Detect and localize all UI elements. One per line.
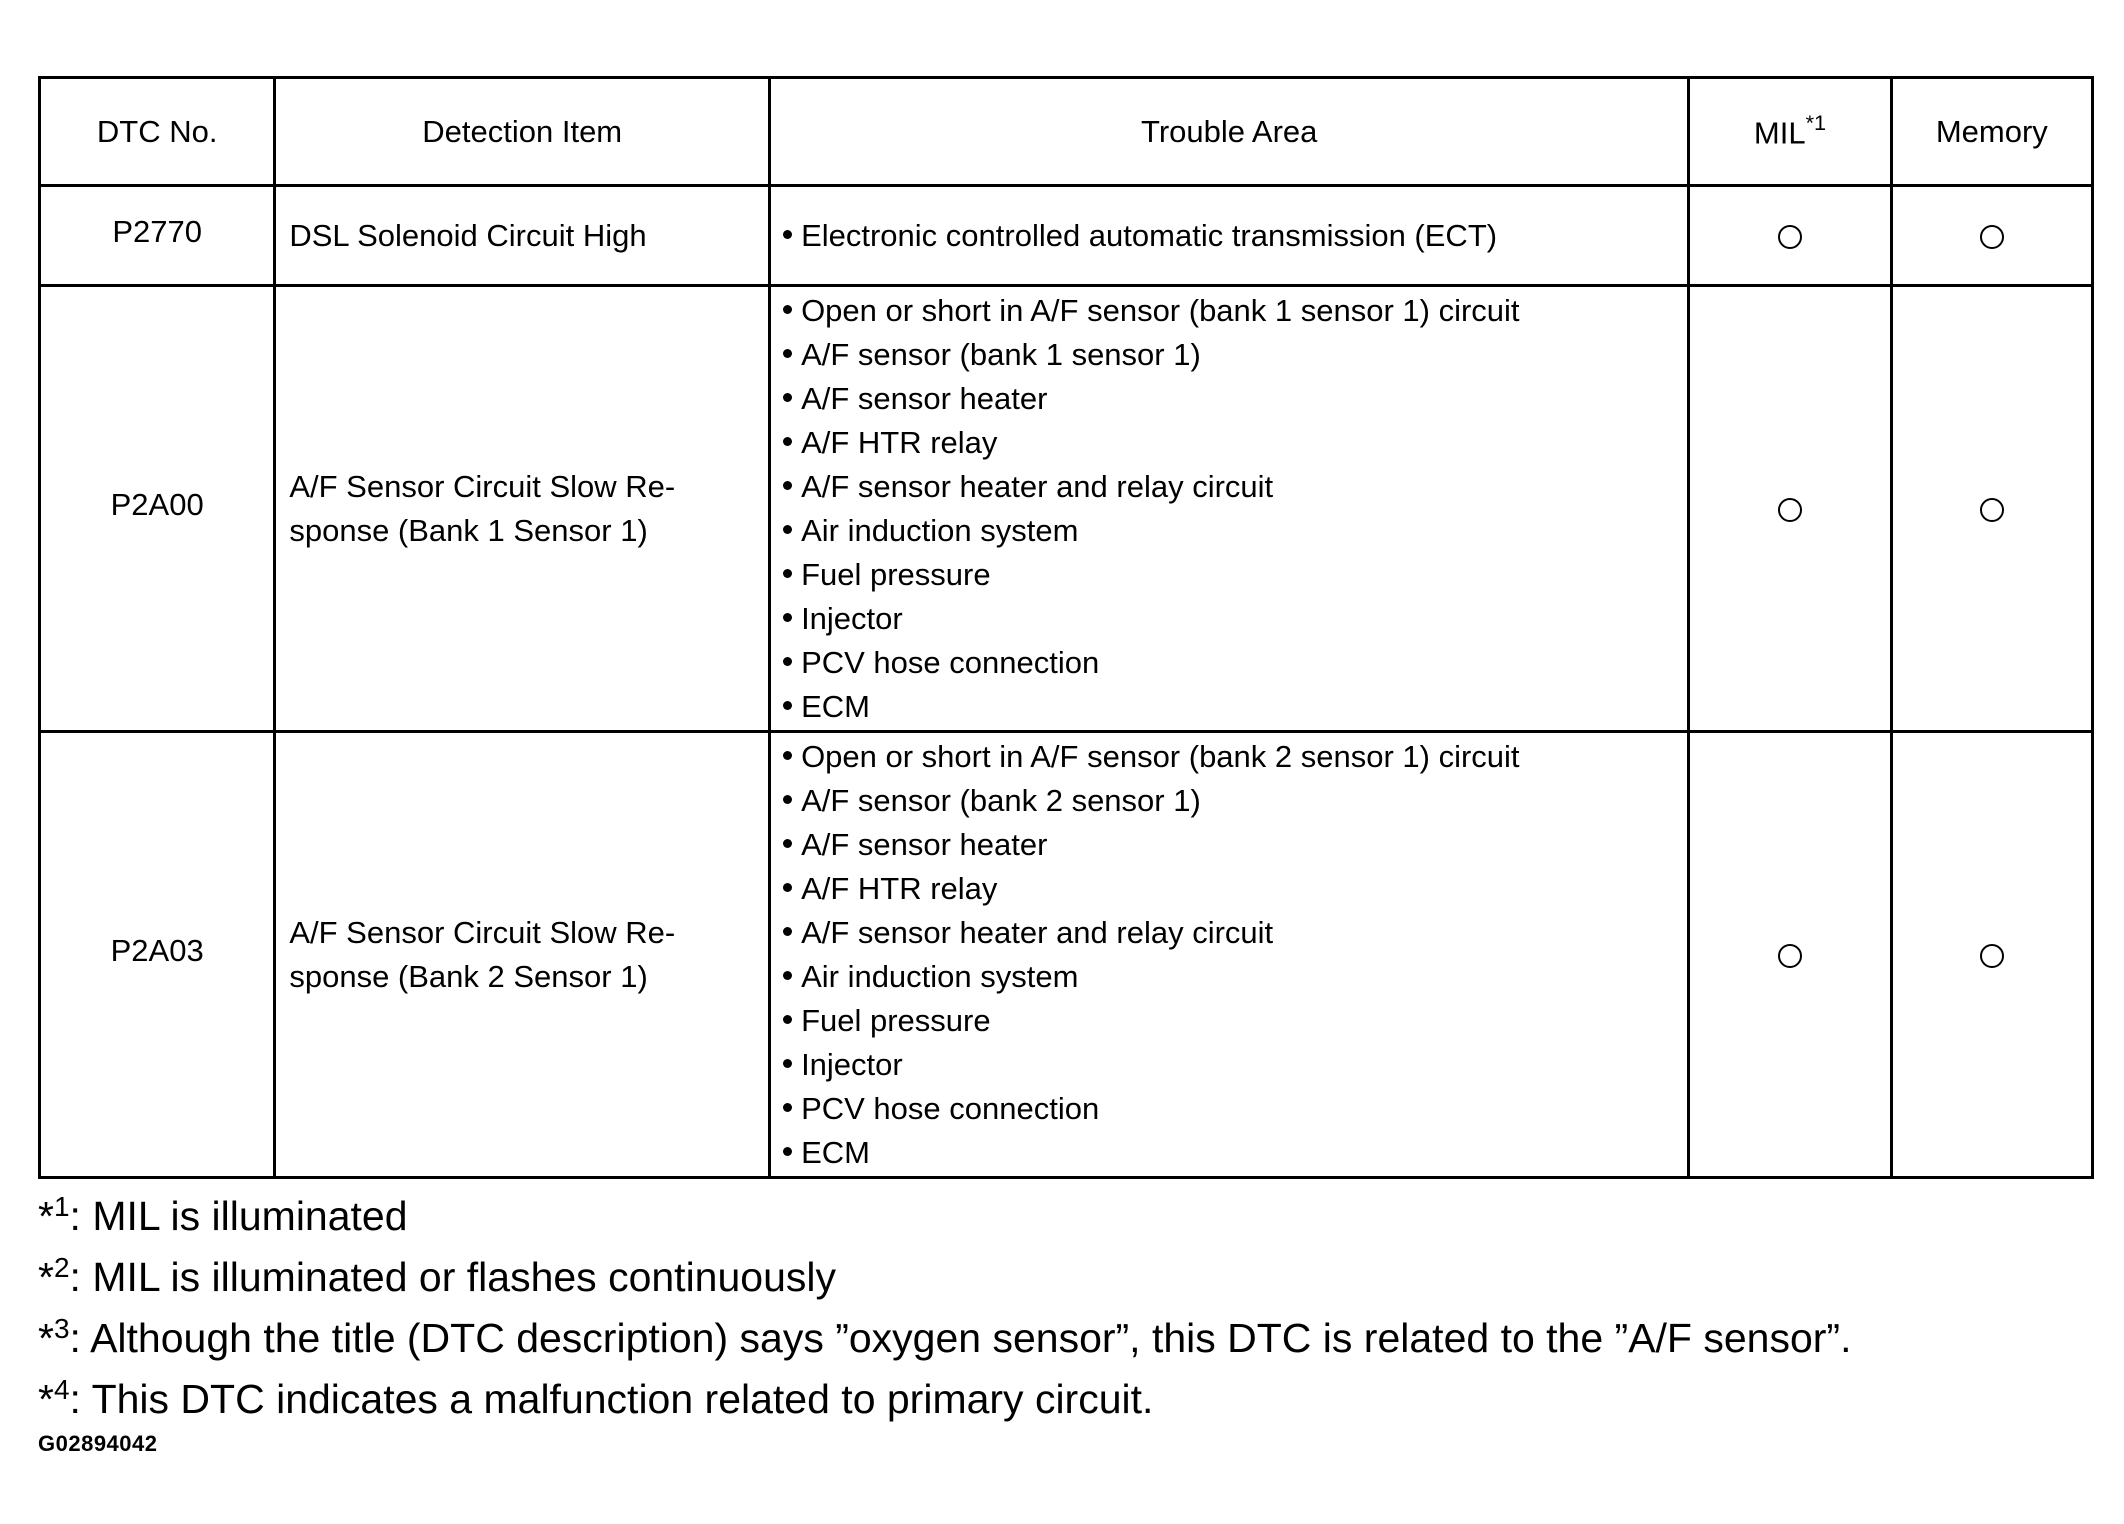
detection-item-cell xyxy=(275,732,770,1178)
trouble-area-text: Injector xyxy=(801,600,903,636)
bullet-icon xyxy=(783,393,792,402)
circle-mark-icon xyxy=(1778,944,1802,968)
list-item xyxy=(783,509,1679,553)
footnote xyxy=(38,1249,1851,1310)
footnote-asterisk: * xyxy=(38,1315,54,1361)
footnote-number: 2 xyxy=(53,1252,70,1283)
footnote-asterisk: * xyxy=(38,1254,54,1300)
header-mil-footnote-mark: *1 xyxy=(1805,109,1827,135)
list-item xyxy=(783,465,1679,509)
trouble-area-text: PCV hose connection xyxy=(801,644,1100,680)
list-item xyxy=(783,641,1679,685)
footnote xyxy=(38,1310,1851,1371)
dtc-code-cell xyxy=(40,732,275,1178)
footnote-asterisk: * xyxy=(38,1193,54,1239)
list-item xyxy=(783,823,1679,867)
trouble-area-text: A/F sensor heater and relay circuit xyxy=(801,468,1274,504)
trouble-area-text: A/F HTR relay xyxy=(801,870,998,906)
detection-item-line: sponse (Bank 2 Sensor 1) xyxy=(289,958,648,994)
bullet-icon xyxy=(783,481,792,490)
table-row xyxy=(40,286,2093,732)
trouble-area-text: A/F HTR relay xyxy=(801,424,998,460)
mil-cell xyxy=(1689,286,1891,732)
trouble-area-list xyxy=(783,289,1679,729)
bullet-icon xyxy=(783,1103,792,1112)
footnote xyxy=(38,1188,1851,1249)
mil-cell xyxy=(1689,732,1891,1178)
trouble-area-cell xyxy=(770,732,1689,1178)
footnote-text: : MIL is illuminated xyxy=(69,1193,408,1239)
trouble-area-text: A/F sensor heater xyxy=(801,380,1048,416)
trouble-area-text: Electronic controlled automatic transmission (ECT) xyxy=(801,217,1498,253)
footnote-asterisk: * xyxy=(38,1376,54,1422)
footnote xyxy=(38,1371,1851,1432)
detection-item-text: DSL Solenoid Circuit High xyxy=(289,217,647,253)
header-detection-item-label: Detection Item xyxy=(422,113,623,149)
footnote-number: 1 xyxy=(53,1191,70,1222)
circle-mark-icon xyxy=(1980,944,2004,968)
detection-item-line: A/F Sensor Circuit Slow Re- xyxy=(289,914,676,950)
bullet-icon xyxy=(783,751,792,760)
trouble-area-text: A/F sensor (bank 2 sensor 1) xyxy=(801,782,1201,818)
figure-id: G02894042 xyxy=(38,1431,158,1456)
table-row xyxy=(40,732,2093,1178)
trouble-area-text: Air induction system xyxy=(801,512,1079,548)
detection-item-line: A/F Sensor Circuit Slow Re- xyxy=(289,468,676,504)
dtc-code: P2770 xyxy=(112,213,202,249)
detection-item-cell xyxy=(275,286,770,732)
memory-cell xyxy=(1891,186,2092,286)
detection-item-line: sponse (Bank 1 Sensor 1) xyxy=(289,512,648,548)
list-item xyxy=(783,955,1679,999)
dtc-code-cell xyxy=(40,186,275,286)
header-memory-label: Memory xyxy=(1935,113,2048,149)
bullet-icon xyxy=(783,883,792,892)
header-trouble-area-label: Trouble Area xyxy=(1141,113,1318,149)
bullet-icon xyxy=(783,613,792,622)
list-item xyxy=(783,214,1679,258)
header-mil-label: MIL xyxy=(1753,115,1806,151)
list-item xyxy=(783,289,1679,333)
bullet-icon xyxy=(783,839,792,848)
table-row xyxy=(40,186,2093,286)
list-item xyxy=(783,779,1679,823)
list-item xyxy=(783,1131,1679,1175)
list-item xyxy=(783,553,1679,597)
bullet-icon xyxy=(783,569,792,578)
bullet-icon xyxy=(783,1059,792,1068)
bullet-icon xyxy=(783,305,792,314)
trouble-area-list xyxy=(783,214,1679,258)
trouble-area-text: A/F sensor heater and relay circuit xyxy=(801,914,1274,950)
mil-cell xyxy=(1689,186,1891,286)
detection-item-cell xyxy=(275,186,770,286)
header-dtc-no-label: DTC No. xyxy=(96,113,218,149)
trouble-area-text: Fuel pressure xyxy=(801,1002,991,1038)
dtc-code: P2A03 xyxy=(110,932,204,968)
list-item xyxy=(783,1043,1679,1087)
bullet-icon xyxy=(783,437,792,446)
footnotes xyxy=(38,1188,1851,1432)
bullet-icon xyxy=(783,657,792,666)
trouble-area-text: ECM xyxy=(801,688,870,724)
circle-mark-icon xyxy=(1980,498,2004,522)
list-item xyxy=(783,421,1679,465)
trouble-area-text: A/F sensor heater xyxy=(801,826,1048,862)
bullet-icon xyxy=(783,349,792,358)
header-detection-item xyxy=(275,78,770,186)
footnote-number: 3 xyxy=(53,1313,70,1344)
trouble-area-text: Fuel pressure xyxy=(801,556,991,592)
trouble-area-cell xyxy=(770,286,1689,732)
table-header-row xyxy=(40,78,2093,186)
bullet-icon xyxy=(783,1015,792,1024)
trouble-area-text: ECM xyxy=(801,1134,870,1170)
list-item xyxy=(783,735,1679,779)
trouble-area-list xyxy=(783,735,1679,1175)
list-item xyxy=(783,867,1679,911)
dtc-table xyxy=(38,76,2094,1179)
bullet-icon xyxy=(783,525,792,534)
footnote-text: : This DTC indicates a malfunction related to primary circuit. xyxy=(69,1376,1154,1422)
trouble-area-text: Open or short in A/F sensor (bank 1 sensor 1) circuit xyxy=(801,292,1520,328)
list-item xyxy=(783,333,1679,377)
bullet-icon xyxy=(783,1147,792,1156)
trouble-area-text: Air induction system xyxy=(801,958,1079,994)
list-item xyxy=(783,377,1679,421)
header-trouble-area xyxy=(770,78,1689,186)
dtc-code: P2A00 xyxy=(110,486,204,522)
circle-mark-icon xyxy=(1778,225,1802,249)
bullet-icon xyxy=(783,701,792,710)
footnote-text: : Although the title (DTC description) says ”oxygen sensor”, this DTC is related to the ”A/F sensor”. xyxy=(69,1315,1852,1361)
header-memory xyxy=(1891,78,2092,186)
footnote-number: 4 xyxy=(53,1374,70,1405)
header-dtc-no xyxy=(40,78,275,186)
trouble-area-text: A/F sensor (bank 1 sensor 1) xyxy=(801,336,1201,372)
header-mil xyxy=(1689,78,1891,186)
memory-cell xyxy=(1891,286,2092,732)
list-item xyxy=(783,999,1679,1043)
bullet-icon xyxy=(783,795,792,804)
footnote-text: : MIL is illuminated or flashes continuously xyxy=(69,1254,836,1300)
trouble-area-text: PCV hose connection xyxy=(801,1090,1100,1126)
list-item xyxy=(783,1087,1679,1131)
circle-mark-icon xyxy=(1778,498,1802,522)
memory-cell xyxy=(1891,732,2092,1178)
trouble-area-text: Open or short in A/F sensor (bank 2 sensor 1) circuit xyxy=(801,738,1520,774)
trouble-area-cell xyxy=(770,186,1689,286)
bullet-icon xyxy=(783,971,792,980)
list-item xyxy=(783,597,1679,641)
list-item xyxy=(783,685,1679,729)
list-item xyxy=(783,911,1679,955)
bullet-icon xyxy=(783,927,792,936)
dtc-code-cell xyxy=(40,286,275,732)
trouble-area-text: Injector xyxy=(801,1046,903,1082)
bullet-icon xyxy=(783,230,792,239)
circle-mark-icon xyxy=(1980,225,2004,249)
